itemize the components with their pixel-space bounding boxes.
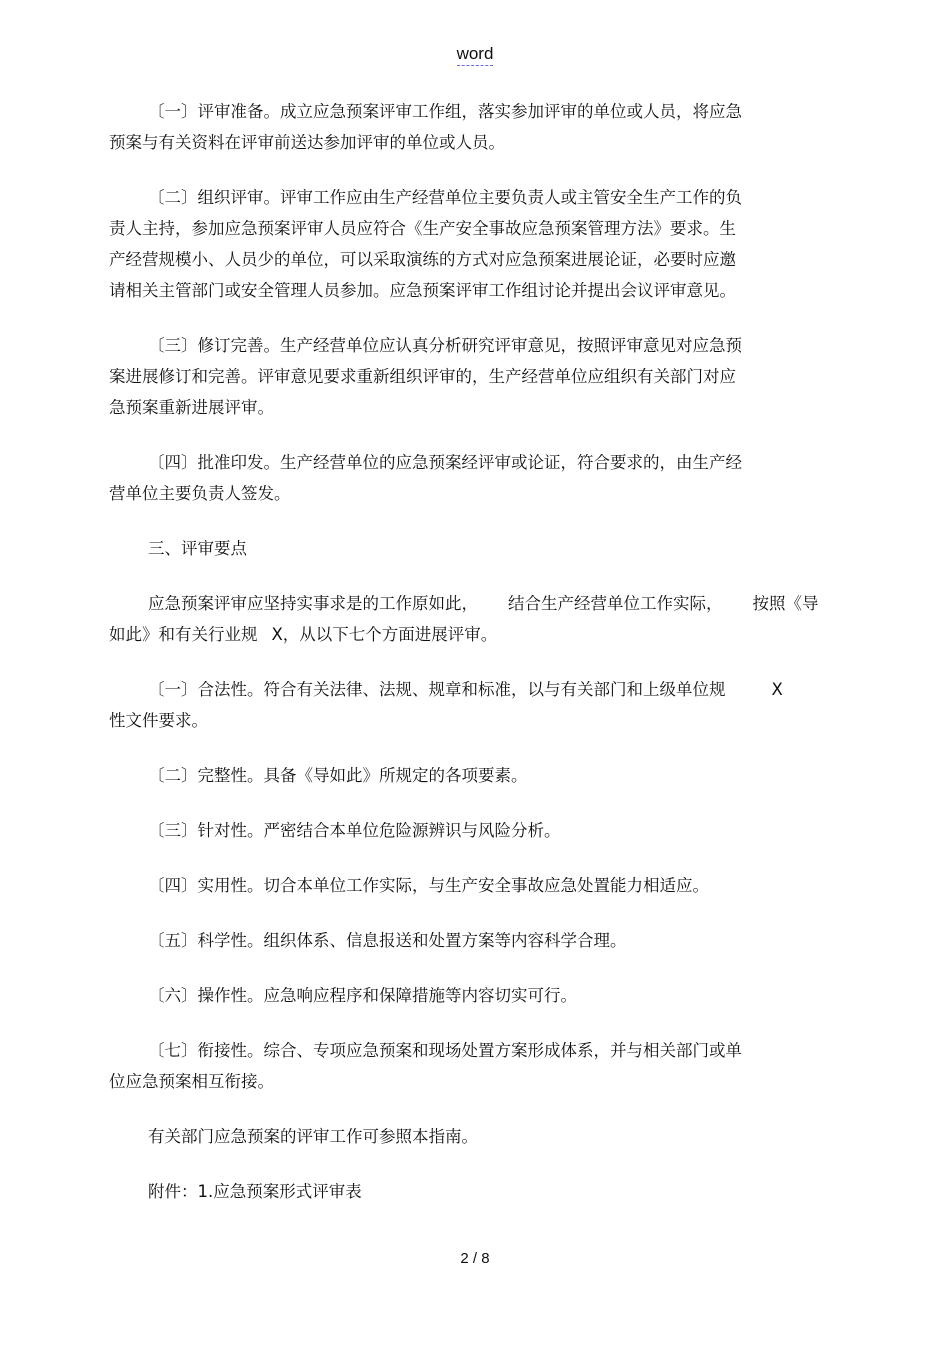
text-line: 〔四〕批准印发。生产经营单位的应急预案经评审或论证，符合要求的，由生产经 [148,453,742,472]
text-fragment: X [771,680,783,699]
paragraph-attachment [109,1176,799,1207]
text-fragment: X，从以下七个方面进展评审。 [271,625,498,644]
item-connection [109,1035,799,1097]
text-line [109,619,799,650]
text-line: 产经营规模小、人员少的单位，可以采取演练的方式对应急预案进展论证，必要时应邀 [109,250,736,269]
item-legality [109,674,799,736]
text-line: 〔七〕衔接性。综合、专项应急预案和现场处置方案形成体系，并与相关部门或单 [148,1041,742,1060]
paragraph-principle [109,588,819,650]
header-title: word [457,44,494,66]
paragraph-reference-note [109,1121,799,1152]
text-fragment: 应急预案评审应坚持实事求是的工作原如此， [148,594,478,613]
paragraph-review-preparation [109,96,799,158]
text-line: 〔三〕修订完善。生产经营单位应认真分析研究评审意见，按照评审意见对应急预 [148,336,742,355]
item-scientific [109,925,799,956]
paragraph-revise [109,330,799,423]
page-number: 2 / 8 [460,1250,490,1267]
page-header [0,44,950,64]
text-line: 营单位主要负责人签发。 [109,484,291,503]
item-completeness [109,760,799,791]
text-line: 〔三〕针对性。严密结合本单位危险源辨识与风险分析。 [148,821,561,840]
text-fragment: 结合生产经营单位工作实际， [508,594,723,613]
item-operability [109,980,799,1011]
text-line: 性文件要求。 [109,711,208,730]
text-line: 急预案重新进展评审。 [109,398,274,417]
document-body [109,96,819,1231]
text-line: 附件：1.应急预案形式评审表 [148,1182,362,1201]
text-line [109,588,819,619]
text-line: 请相关主管部门或安全管理人员参加。应急预案评审工作组讨论并提出会议评审意见。 [109,281,736,300]
text-fragment: 按照《导 [752,594,819,613]
text-line: 〔二〕完整性。具备《导如此》所规定的各项要素。 [148,766,528,785]
text-line: 责人主持，参加应急预案评审人员应符合《生产安全事故应急预案管理方法》要求。生 [109,219,736,238]
text-line: 〔六〕操作性。应急响应程序和保障措施等内容切实可行。 [148,986,577,1005]
paragraph-approve [109,447,799,509]
heading-text: 三、评审要点 [148,539,247,558]
text-line: 〔一〕评审准备。成立应急预案评审工作组，落实参加评审的单位或人员，将应急 [148,102,742,121]
text-line: 位应急预案相互衔接。 [109,1072,274,1091]
section-heading-review-points [109,533,799,564]
text-line [109,674,799,705]
text-line: 案进展修订和完善。评审意见要求重新组织评审的，生产经营单位应组织有关部门对应 [109,367,736,386]
text-line: 〔五〕科学性。组织体系、信息报送和处置方案等内容科学合理。 [148,931,627,950]
paragraph-organize-review [109,182,799,306]
text-fragment: 如此》和有关行业规 [109,625,258,644]
text-line: 〔四〕实用性。切合本单位工作实际，与生产安全事故应急处置能力相适应。 [148,876,709,895]
text-line: 有关部门应急预案的评审工作可参照本指南。 [148,1127,478,1146]
item-pertinence [109,815,799,846]
text-line: 〔二〕组织评审。评审工作应由生产经营单位主要负责人或主管安全生产工作的负 [148,188,742,207]
text-fragment: 〔一〕合法性。符合有关法律、法规、规章和标准，以与有关部门和上级单位规 [148,680,726,699]
item-practicality [109,870,799,901]
text-line: 预案与有关资料在评审前送达参加评审的单位或人员。 [109,133,505,152]
